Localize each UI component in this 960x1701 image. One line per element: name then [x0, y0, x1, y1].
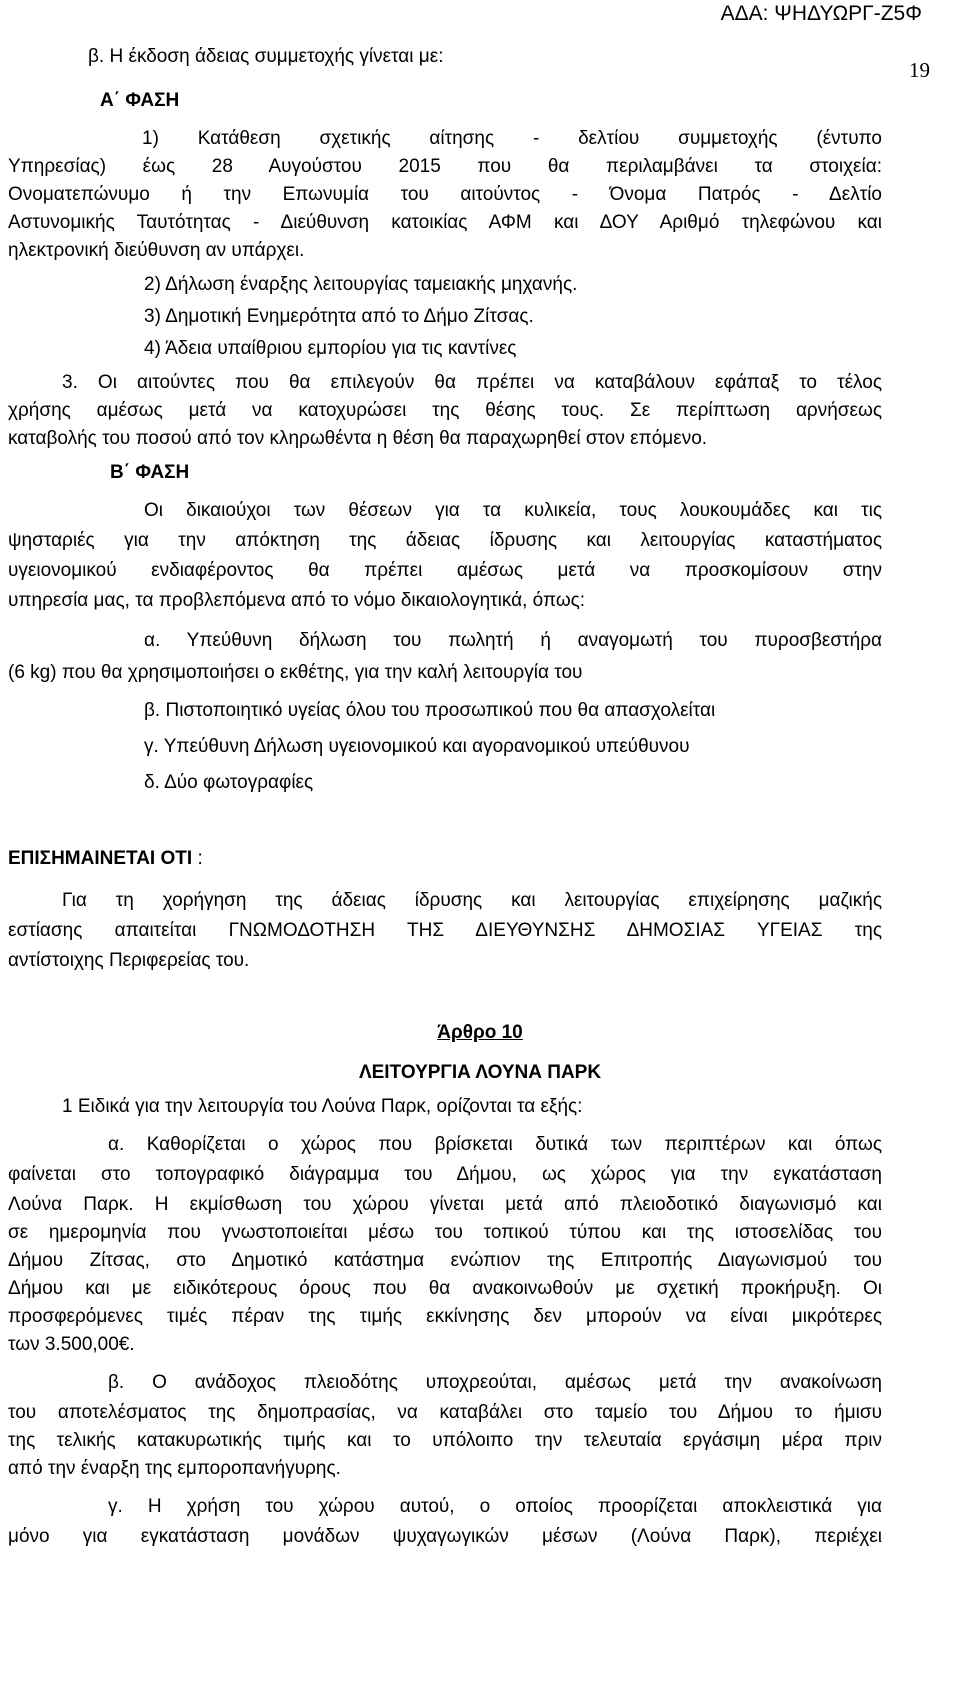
list-item: β. Πιστοποιητικό υγείας όλου του προσωπικού που θα απασχολείται [144, 700, 716, 721]
text-line: ψησταριές για την απόκτηση της άδειας ίδρυσης και λειτουργίας καταστήματος [8, 530, 882, 551]
section-heading-phase-a: Α΄ ΦΑΣΗ [100, 90, 180, 111]
text-line: φαίνεται στο τοπογραφικό διάγραμμα του Δήμου, ως χώρος για την εγκατάσταση [8, 1164, 882, 1185]
list-item: 2) Δήλωση έναρξης λειτουργίας ταμειακής μηχανής. [144, 274, 578, 295]
ada-code: ΑΔΑ: ΨΗΔΥΩΡΓ-Ζ5Φ [720, 2, 922, 25]
text-line: του αποτελέσματος της δημοπρασίας, να καταβάλει στο ταμείο του Δήμου το ήμισυ [8, 1402, 882, 1423]
text-line: υγειονομικού ενδιαφέροντος θα πρέπει αμέσως μετά να προσκομίσουν στην [8, 560, 882, 581]
emphasis-heading [8, 848, 958, 870]
text-line: β. Η έκδοση άδειας συμμετοχής γίνεται με: [88, 46, 444, 67]
text-line: των 3.500,00€. [8, 1334, 135, 1355]
text-line: Οι δικαιούχοι των θέσεων για τα κυλικεία, τους λουκουμάδες και τις [144, 500, 882, 521]
list-item: α. Υπεύθυνη δήλωση του πωλητή ή αναγομωτή του πυροσβεστήρα [144, 630, 882, 651]
emphasis-colon: : [197, 848, 203, 869]
text-line: υπηρεσία μας, τα προβλεπόμενα από το νόμο δικαιολογητικά, όπως: [8, 590, 586, 611]
list-item: γ. Υπεύθυνη Δήλωση υγειονομικού και αγορανομικού υπεύθυνου [144, 736, 690, 757]
list-item: δ. Δύο φωτογραφίες [144, 772, 314, 793]
text-line: 1 Ειδικά για την λειτουργία του Λούνα Παρκ, ορίζονται τα εξής: [62, 1096, 583, 1117]
text-line: Λούνα Παρκ. Η εκμίσθωση του χώρου γίνεται μετά από πλειοδοτικό διαγωνισμό και [8, 1194, 882, 1215]
list-item: 3) Δημοτική Ενημερότητα από το Δήμο Ζίτσας. [144, 306, 534, 327]
text-line: καταβολής του ποσού από τον κληρωθέντα η θέση θα παραχωρηθεί στον επόμενο. [8, 428, 708, 449]
text-line: μόνο για εγκατάσταση μονάδων ψυχαγωγικών μέσων (Λούνα Παρκ), περιέχει [8, 1526, 882, 1547]
text-line: ηλεκτρονική διεύθυνση αν υπάρχει. [8, 240, 305, 261]
text-line: Για τη χορήγηση της άδειας ίδρυσης και λειτουργίας επιχείρησης μαζικής [62, 890, 882, 911]
list-item: γ. Η χρήση του χώρου αυτού, ο οποίος προορίζεται αποκλειστικά για [108, 1496, 882, 1517]
text-line: χρήσης αμέσως μετά να κατοχυρώσει της θέσης τους. Σε περίπτωση αρνήσεως [8, 400, 882, 421]
section-heading-phase-b: Β΄ ΦΑΣΗ [110, 462, 190, 483]
text-line: Ονοματεπώνυμο ή την Επωνυμία του αιτούντος - Όνομα Πατρός - Δελτίο [8, 184, 882, 205]
page-number: 19 [909, 58, 930, 82]
list-item: 4) Άδεια υπαίθριου εμπορίου για τις καντίνες [144, 338, 517, 359]
text-line: της τελικής κατακυρωτικής τιμής και το υπόλοιπο την τελευταία εργάσιμη μέρα πριν [8, 1430, 882, 1451]
emphasis-label: ΕΠΙΣΗΜΑΙΝΕΤΑΙ ΟΤΙ [8, 848, 193, 869]
text-line: αντίστοιχης Περιφερείας του. [8, 950, 250, 971]
text-line: από την έναρξη της εμποροπανήγυρης. [8, 1458, 341, 1479]
text-line: σε ημερομηνία που γνωστοποιείται μέσω του τοπικού τύπου και της ιστοσελίδας του [8, 1222, 882, 1243]
list-item: β. Ο ανάδοχος πλειοδότης υποχρεούται, αμέσως μετά την ανακοίνωση [108, 1372, 882, 1393]
list-item: α. Καθορίζεται ο χώρος που βρίσκεται δυτικά των περιπτέρων και όπως [108, 1134, 882, 1155]
text-line: Υπηρεσίας) έως 28 Αυγούστου 2015 που θα περιλαμβάνει τα στοιχεία: [8, 156, 882, 177]
text-line: 3. Οι αιτούντες που θα επιλεγούν θα πρέπει να καταβάλουν εφάπαξ το τέλος [62, 372, 882, 393]
text-line: προσφερόμενες τιμές πέραν της τιμής εκκίνησης δεν μπορούν να είναι μικρότερες [8, 1306, 882, 1327]
text-line: (6 kg) που θα χρησιμοποιήσει ο εκθέτης, για την καλή λειτουργία του [8, 662, 583, 683]
text-line: Αστυνομικής Ταυτότητας - Διεύθυνση κατοικίας ΑΦΜ και ΔΟΥ Αριθμό τηλεφώνου και [8, 212, 882, 233]
text-line: Δήμου Ζίτσας, στο Δημοτικό κατάστημα ενώπιον της Επιτροπής Διαγωνισμού του [8, 1250, 882, 1271]
text-line: Δήμου και με ειδικότερους όρους που θα ανακοινωθούν με σχετική προκήρυξη. Οι [8, 1278, 882, 1299]
article-title: ΛΕΙΤΟΥΡΓΙΑ ΛΟΥΝΑ ΠΑΡΚ [358, 1062, 602, 1083]
text-line: 1) Κατάθεση σχετικής αίτησης - δελτίου συμμετοχής (έντυπο [142, 128, 882, 149]
text-line: εστίασης απαιτείται ΓΝΩΜΟΔΟΤΗΣΗ ΤΗΣ ΔΙΕΥΘΥΝΣΗΣ ΔΗΜΟΣΙΑΣ ΥΓΕΙΑΣ της [8, 920, 882, 941]
article-number: Άρθρο 10 [437, 1022, 523, 1043]
